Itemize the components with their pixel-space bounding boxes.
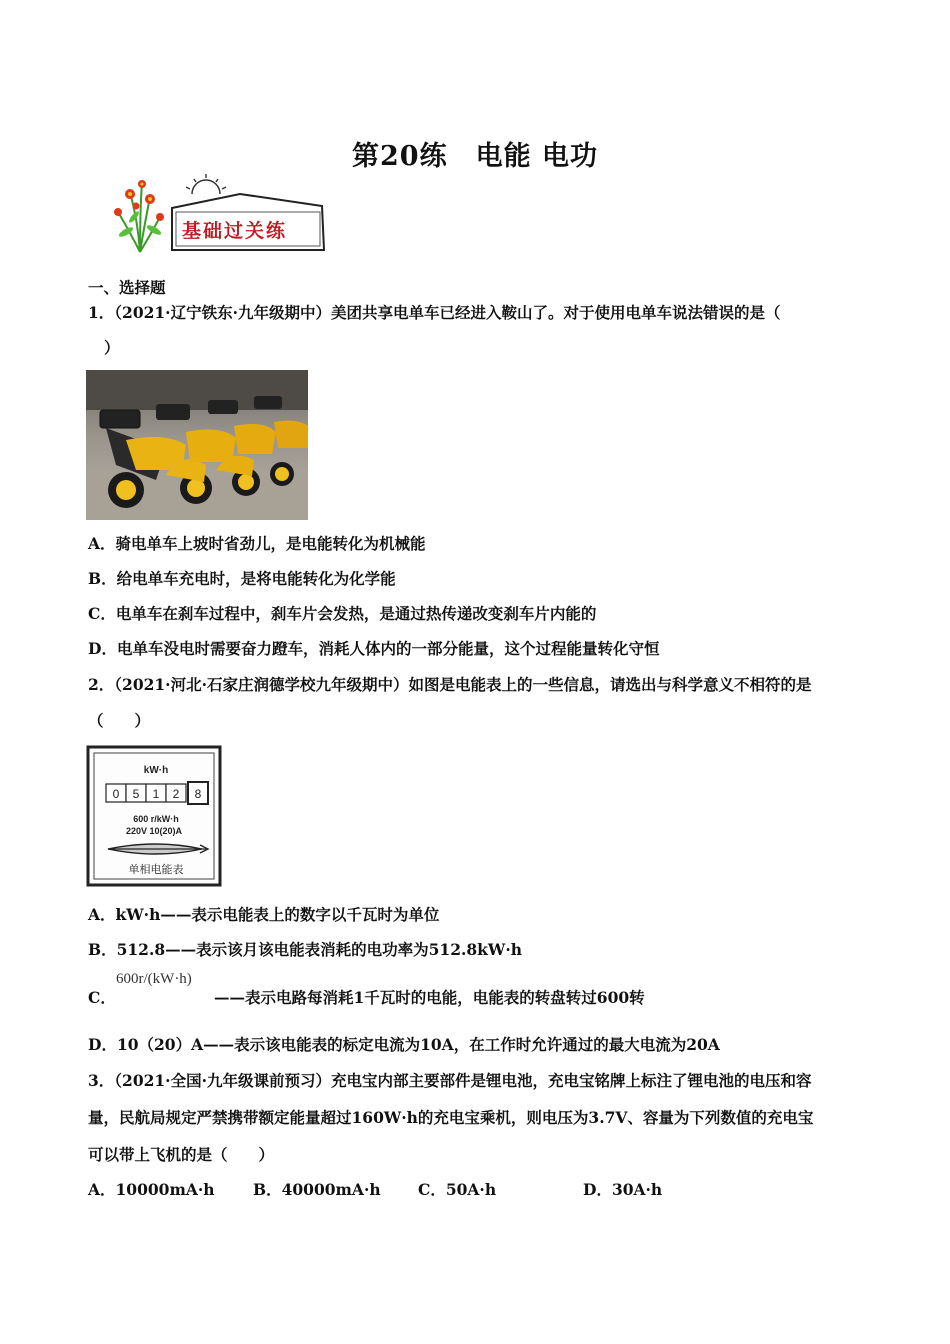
q1-stem: 1．（2021·辽宁铁东·九年级期中）美团共享电单车已经进入鞍山了。对于使用电单车说法错误的是（ (88, 303, 781, 322)
q2-option-b: B．512.8——表示该月该电能表消耗的电功率为512.8kW·h (88, 940, 522, 959)
electric-meter-image (86, 745, 226, 888)
basic-practice-banner (100, 172, 330, 254)
q2-option-a: A．kW·h——表示电能表上的数字以千瓦时为单位 (88, 905, 440, 924)
meter-unit: kW·h (143, 765, 169, 776)
meter-label: 单相电能表 (128, 864, 184, 876)
q2-option-c-prefix: C． (88, 988, 116, 1007)
q1-option-c: C．电单车在刹车过程中，刹车片会发热，是通过热传递改变刹车片内能的 (88, 604, 597, 623)
page-title: 第20练 电能 电功 (352, 141, 598, 172)
meter-digit-3: 1 (152, 787, 160, 801)
q3-stem-line2: 量，民航局规定严禁携带额定能量超过160W·h的充电宝乘机，则电压为3.7V、容量为下列数值的充电宝 (88, 1108, 814, 1127)
q1-option-a: A．骑电单车上坡时省劲儿，是电能转化为机械能 (88, 534, 426, 553)
q2-stem-end: （ ） (88, 711, 151, 730)
section-heading: 一、选择题 (88, 278, 166, 297)
meter-rev-rate: 600 r/kW·h (133, 814, 179, 824)
q3-stem-line3: 可以带上飞机的是（ ） (88, 1145, 275, 1164)
q3-option-a: A．10000mA·h (88, 1180, 215, 1199)
meter-digit-2: 5 (132, 787, 140, 801)
q1-option-b: B．给电单车充电时，是将电能转化为化学能 (88, 569, 396, 588)
q1-option-d: D．电单车没电时需要奋力蹬车，消耗人体内的一部分能量，这个过程能量转化守恒 (88, 639, 660, 658)
meter-rating: 220V 10(20)A (125, 826, 183, 836)
q3-option-d: D．30A·h (583, 1180, 663, 1199)
q2-option-d: D．10（20）A——表示该电能表的标定电流为10A，在工作时允许通过的最大电流为20A (88, 1035, 720, 1054)
q3-option-b: B．40000mA·h (253, 1180, 381, 1199)
meter-digit-1: 0 (112, 787, 120, 801)
meter-digit-4: 2 (172, 787, 180, 801)
q3-option-c: C．50A·h (418, 1180, 497, 1199)
banner-label: 基础过关练 (182, 220, 288, 242)
meter-digit-5: 8 (194, 787, 202, 801)
q1-stem-end: ） (104, 338, 120, 357)
q2-option-c-text: ——表示电路每消耗1千瓦时的电能，电能表的转盘转过600转 (214, 988, 645, 1007)
q2-option-c-formula: 600r/(kW·h) (116, 971, 192, 987)
shared-ebike-photo (86, 370, 308, 520)
q2-stem: 2．（2021·河北·石家庄润德学校九年级期中）如图是电能表上的一些信息，请选出与科学意义不相符的是 (88, 675, 812, 694)
q3-stem-line1: 3．（2021·全国·九年级课前预习）充电宝内部主要部件是锂电池，充电宝铭牌上标注了锂电池的电压和容 (88, 1071, 812, 1090)
